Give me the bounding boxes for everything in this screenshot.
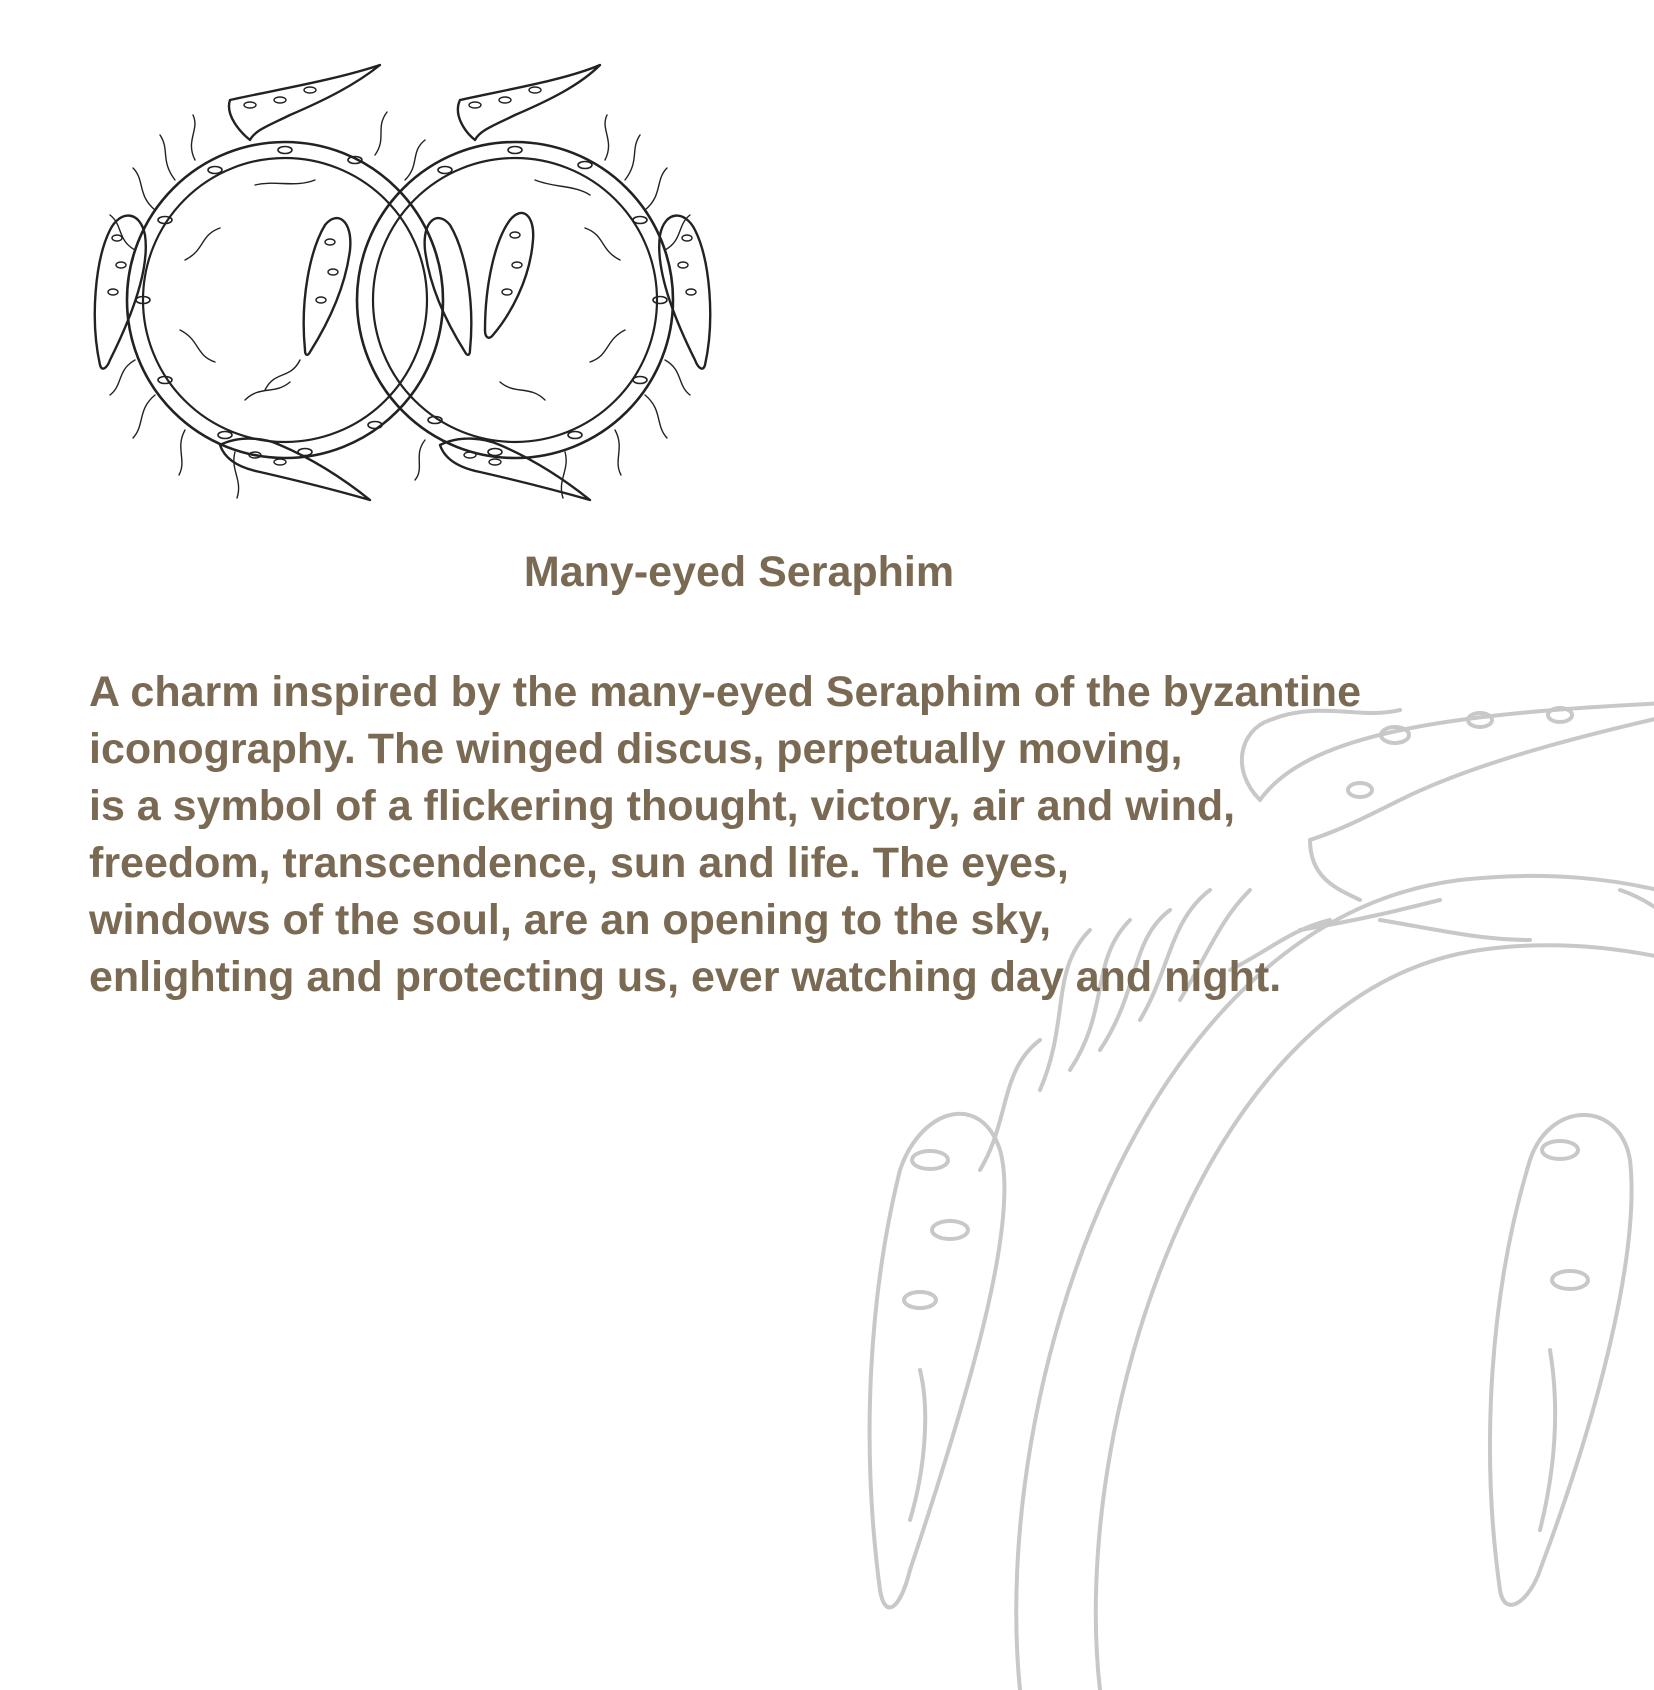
description-line: iconography. The winged discus, perpetually moving, [89,725,1183,773]
description-line: freedom, transcendence, sun and life. The eyes, [89,839,1069,887]
illustration-caption: Many-eyed Seraphim [523,548,955,596]
description-line: windows of the soul, are an opening to the sky, [89,896,1052,944]
description-line: A charm inspired by the many-eyed Seraphim of the byzantine [89,668,1361,716]
description-paragraph [89,664,1489,1006]
description-line: enlighting and protecting us, ever watching day and night. [89,953,1282,1001]
description-line: is a symbol of a flickering thought, victory, air and wind, [89,782,1236,830]
seraphim-emblem-illustration [75,60,775,535]
